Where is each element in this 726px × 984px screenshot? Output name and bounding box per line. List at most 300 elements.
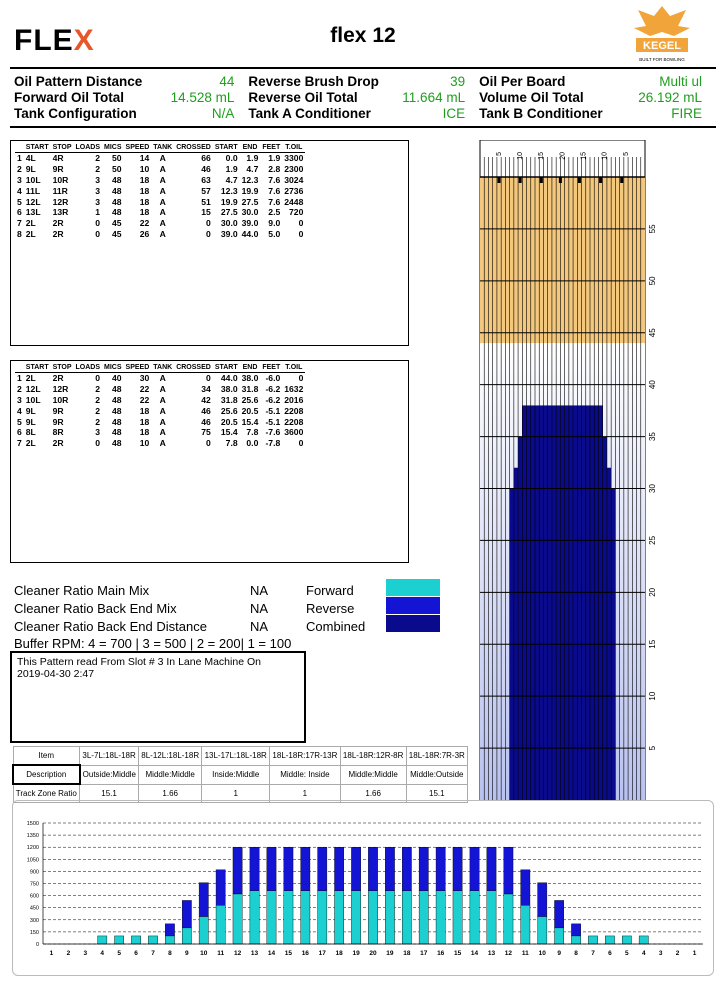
step-column-header: SPEED: [125, 144, 150, 151]
bar-forward: [555, 928, 564, 944]
step-cell: 44.0: [220, 373, 238, 384]
step-cell: A: [159, 196, 166, 207]
step-cell: A: [159, 416, 166, 427]
oil-board-bar: [560, 405, 564, 800]
step-cell: A: [159, 207, 166, 218]
step-cell: 18: [139, 185, 150, 196]
cleaner-main-label: Cleaner Ratio Main Mix: [14, 583, 150, 598]
x-tick-label: 18: [403, 950, 411, 957]
step-cell: 10L: [25, 174, 41, 185]
summary-table: [14, 73, 716, 121]
oil-board-bar: [518, 437, 522, 800]
x-tick-label: 9: [185, 950, 189, 957]
step-cell: 12R: [52, 384, 69, 395]
step-cell: 4.7: [225, 174, 238, 185]
step-cell: 2448: [284, 196, 304, 207]
step-cell: 40: [111, 373, 122, 384]
bar-forward: [385, 891, 394, 944]
bar-reverse: [199, 883, 208, 917]
lane-oil-graph: [476, 140, 676, 802]
step-row: [15, 164, 305, 175]
flex-logo: FLEX: [14, 24, 95, 57]
bar-forward: [639, 936, 648, 944]
x-tick-label: 1: [692, 950, 697, 957]
bar-forward: [538, 917, 547, 944]
step-column-header: END: [240, 143, 261, 153]
summary-value: 44: [219, 73, 235, 89]
x-tick-label: 12: [233, 950, 242, 957]
cleaner-distance-value: NA: [250, 619, 269, 634]
step-cell: 0: [95, 373, 101, 384]
step-cell: A: [159, 394, 166, 405]
step-cell: 7.6: [268, 196, 281, 207]
step-cell: A: [159, 218, 166, 229]
x-tick-label: 4: [100, 950, 105, 957]
oil-board-bar: [569, 405, 573, 800]
oil-board-bar: [543, 405, 547, 800]
step-cell: 2: [95, 416, 101, 427]
bar-reverse: [453, 847, 462, 891]
step-cell: 20.5: [241, 405, 259, 416]
step-cell: 9.0: [268, 218, 281, 229]
step-cell: 3024: [284, 174, 304, 185]
step-cell: 42: [201, 394, 211, 405]
oil-board-bar: [556, 405, 560, 800]
bar-reverse: [385, 847, 394, 891]
step-cell: 48: [111, 405, 122, 416]
step-cell: 8R: [52, 427, 64, 438]
step-cell: 0: [298, 228, 304, 239]
zone-cell: 18L-18R:17R-13R: [270, 747, 341, 766]
oil-board-bar: [539, 405, 543, 800]
step-cell: 66: [201, 153, 211, 164]
oil-board-bar: [607, 468, 611, 800]
lane-dry-zone: [480, 177, 645, 343]
oil-board-bar: [535, 405, 539, 800]
x-tick-label: 4: [641, 950, 646, 957]
bar-reverse: [165, 924, 174, 936]
zone-cell: 15.1: [406, 784, 467, 803]
step-cell: 20.5: [220, 416, 238, 427]
step-cell: 0: [206, 373, 211, 384]
bar-forward: [521, 905, 530, 944]
bar-forward: [301, 891, 310, 944]
legend-reverse-swatch: [386, 597, 440, 614]
step-cell: 1.9: [268, 153, 281, 164]
step-cell: A: [159, 228, 166, 239]
bar-reverse: [571, 924, 580, 936]
machine-note: [10, 651, 306, 743]
bar-forward: [487, 891, 496, 944]
x-tick-label: 10: [200, 950, 208, 957]
summary-label: Volume Oil Total: [479, 89, 584, 105]
step-column-header: LOADS: [75, 144, 101, 151]
step-row: [15, 438, 305, 449]
oil-shape: [510, 405, 616, 800]
reverse-steps-table: [15, 363, 305, 449]
summary-label: Tank A Conditioner: [248, 105, 371, 121]
zone-cell: 13L-17L:18L-18R: [202, 747, 270, 766]
step-cell: 46: [201, 164, 211, 175]
track-zone-table: [12, 746, 468, 803]
bar-reverse: [521, 870, 530, 905]
summary-label: Reverse Brush Drop: [248, 73, 379, 89]
step-cell: 0.0: [225, 153, 238, 164]
step-cell: A: [159, 427, 166, 438]
oil-board-bar: [577, 405, 581, 800]
bar-forward: [115, 936, 124, 944]
bar-reverse: [470, 847, 479, 891]
step-cell: 5: [17, 416, 22, 427]
bar-forward: [250, 891, 259, 944]
oil-board-bar: [598, 405, 602, 800]
step-cell: -6.0: [265, 373, 281, 384]
x-tick-label: 19: [352, 950, 360, 957]
x-tick-label: 20: [369, 950, 377, 957]
bar-reverse: [538, 883, 547, 917]
step-cell: 46: [201, 405, 211, 416]
summary-row: [14, 105, 716, 121]
step-cell: -5.1: [265, 416, 281, 427]
summary-value: 14.528 mL: [170, 89, 235, 105]
x-tick-label: 15: [284, 950, 293, 957]
zone-row: [13, 747, 468, 766]
step-cell: 25.6: [241, 394, 259, 405]
distance-label: 20: [648, 587, 657, 597]
step-cell: 6: [17, 427, 22, 438]
step-cell: 0: [95, 228, 101, 239]
step-cell: 48: [111, 384, 122, 395]
step-cell: 3: [95, 185, 101, 196]
zone-cell: Outside:Middle: [80, 765, 139, 784]
cleaner-main-value: NA: [250, 583, 269, 598]
step-cell: 10: [139, 164, 150, 175]
pattern-title: flex 12: [330, 24, 396, 47]
step-cell: 10R: [52, 394, 69, 405]
summary-label: Reverse Oil Total: [248, 89, 358, 105]
header-rule: [10, 67, 716, 69]
zone-cell: 15.1: [80, 784, 139, 803]
bar-forward: [453, 891, 462, 944]
step-row: [15, 416, 305, 427]
step-cell: 31.8: [220, 394, 238, 405]
step-column-header: T.OIL: [282, 363, 305, 373]
step-cell: 2: [95, 394, 101, 405]
bar-reverse: [436, 847, 445, 891]
step-cell: 38.0: [241, 373, 259, 384]
summary-label: Oil Pattern Distance: [14, 73, 143, 89]
bar-chart-svg: [13, 801, 713, 975]
step-cell: 10R: [52, 174, 69, 185]
step-cell: 7.6: [268, 185, 281, 196]
bar-reverse: [284, 847, 293, 891]
x-tick-label: 11: [521, 950, 529, 957]
step-row: [15, 207, 305, 218]
step-cell: 2016: [284, 394, 304, 405]
step-cell: 48: [111, 438, 122, 449]
oil-board-bar: [522, 405, 526, 800]
step-cell: 15.4: [241, 416, 259, 427]
step-column-header: FEET: [262, 364, 281, 371]
x-tick-label: 19: [386, 950, 394, 957]
step-cell: 48: [111, 394, 122, 405]
step-cell: 12L: [25, 196, 41, 207]
step-column-header: CROSSED: [176, 364, 211, 371]
distance-label: 30: [648, 484, 657, 493]
x-tick-label: 2: [675, 950, 680, 957]
step-cell: 22: [139, 384, 150, 395]
distance-label: 55: [648, 224, 657, 234]
step-cell: 7.6: [268, 174, 281, 185]
x-tick-label: 16: [301, 950, 309, 957]
zone-cell: Track Zone Ratio: [13, 784, 80, 803]
step-cell: 7.8: [225, 438, 238, 449]
step-column-header: MICS: [104, 144, 122, 151]
step-cell: 10: [139, 438, 150, 449]
step-cell: 2R: [52, 438, 64, 449]
summary-value: 39: [450, 73, 466, 89]
step-cell: 12R: [52, 196, 69, 207]
zone-cell: Middle:Outside: [406, 765, 467, 784]
step-column-header: TANK: [153, 144, 173, 151]
zone-cell: 1: [202, 784, 270, 803]
x-tick-label: 17: [318, 950, 326, 957]
step-cell: 7: [17, 438, 22, 449]
bar-reverse: [504, 847, 513, 894]
step-column-header: CROSSED: [176, 144, 211, 151]
x-tick-label: 18: [335, 950, 343, 957]
summary-row: [14, 73, 716, 89]
step-cell: -6.2: [265, 394, 281, 405]
oil-distribution-chart: [12, 800, 714, 976]
step-cell: 18: [139, 174, 150, 185]
bar-reverse: [216, 870, 225, 905]
step-cell: 44.0: [241, 228, 259, 239]
x-tick-label: 13: [487, 950, 496, 957]
zone-cell: 18L-18R:12R-8R: [340, 747, 406, 766]
x-tick-label: 8: [574, 950, 578, 957]
step-cell: 3300: [284, 153, 304, 164]
x-tick-label: 14: [267, 950, 276, 957]
step-cell: 9R: [52, 164, 64, 175]
step-cell: 4: [17, 405, 22, 416]
bar-forward: [351, 891, 360, 944]
zone-cell: 18L-18R:7R-3R: [406, 747, 467, 766]
bar-forward: [335, 891, 344, 944]
x-tick-label: 10: [538, 950, 546, 957]
bar-reverse: [335, 847, 344, 891]
summary-label: Forward Oil Total: [14, 89, 125, 105]
step-row: [15, 153, 305, 164]
step-cell: A: [159, 438, 166, 449]
step-cell: 50: [111, 153, 122, 164]
step-cell: 1.9: [225, 164, 238, 175]
step-cell: 9R: [52, 416, 64, 427]
step-cell: -6.2: [265, 384, 281, 395]
x-tick-label: 3: [658, 950, 663, 957]
step-cell: 4R: [52, 153, 64, 164]
y-tick-label: 1500: [26, 821, 39, 827]
bar-reverse: [250, 847, 259, 891]
step-cell: 27.5: [241, 196, 259, 207]
step-cell: 0: [298, 438, 304, 449]
step-cell: 2208: [284, 416, 304, 427]
x-tick-label: 5: [117, 950, 121, 957]
step-cell: 1: [17, 153, 22, 164]
distance-label: 25: [648, 535, 657, 545]
bar-forward: [402, 891, 411, 944]
step-column-header: START: [214, 144, 238, 151]
bar-reverse: [555, 900, 564, 927]
step-cell: 38.0: [220, 384, 238, 395]
oil-board-bar: [527, 405, 531, 800]
step-cell: 75: [201, 427, 211, 438]
legend-combined-label: Combined: [306, 619, 366, 634]
step-cell: 48: [111, 427, 122, 438]
x-tick-label: 8: [168, 950, 172, 957]
step-cell: 11L: [25, 185, 41, 196]
bar-forward: [419, 891, 428, 944]
step-cell: 18: [139, 196, 150, 207]
step-cell: 15: [201, 207, 211, 218]
x-tick-label: 13: [250, 950, 259, 957]
kegel-logo: [632, 2, 692, 66]
step-cell: 25.6: [220, 405, 238, 416]
step-cell: 13L: [25, 207, 41, 218]
step-cell: 2L: [25, 438, 36, 449]
step-cell: 2.5: [268, 207, 281, 218]
step-cell: A: [159, 153, 166, 164]
bar-forward: [318, 891, 327, 944]
bar-forward: [98, 936, 107, 944]
step-cell: 18: [139, 207, 150, 218]
step-column-header: T.OIL: [282, 143, 305, 153]
step-cell: 2: [95, 384, 101, 395]
step-cell: 34: [201, 384, 211, 395]
step-column-header: [15, 363, 24, 373]
step-cell: 0: [298, 218, 304, 229]
step-cell: 22: [139, 394, 150, 405]
x-tick-label: 16: [437, 950, 445, 957]
step-cell: 19.9: [241, 185, 259, 196]
step-column-header: END: [240, 363, 261, 373]
summary-value: 11.664 mL: [402, 89, 466, 105]
x-tick-label: 7: [591, 950, 595, 957]
summary-value: ICE: [442, 105, 466, 121]
step-cell: 9L: [25, 405, 36, 416]
oil-board-bar: [531, 405, 535, 800]
step-cell: 2208: [284, 405, 304, 416]
step-cell: 39.0: [220, 228, 238, 239]
step-cell: 0.0: [246, 438, 259, 449]
summary-label: Tank Configuration: [14, 105, 137, 121]
step-cell: 2: [17, 384, 22, 395]
bar-forward: [605, 936, 614, 944]
summary-value: N/A: [211, 105, 235, 121]
step-cell: 46: [201, 416, 211, 427]
zone-cell: 1: [270, 784, 341, 803]
y-tick-label: 0: [35, 942, 39, 948]
y-tick-label: 1200: [26, 845, 39, 852]
oil-board-bar: [548, 405, 552, 800]
y-tick-label: 150: [29, 929, 39, 936]
step-cell: 5: [17, 196, 22, 207]
step-cell: A: [159, 405, 166, 416]
step-cell: 0: [206, 228, 211, 239]
zone-cell: Middle: Inside: [270, 765, 341, 784]
step-cell: 3: [95, 196, 101, 207]
bar-forward: [571, 936, 580, 944]
bar-forward: [182, 928, 191, 944]
step-cell: 4: [17, 185, 22, 196]
summary-value: Multi ul: [659, 73, 702, 89]
legend-combined-swatch: [386, 615, 440, 632]
step-column-header: START: [25, 364, 49, 371]
summary-label: Tank B Conditioner: [479, 105, 603, 121]
step-cell: 2: [95, 153, 101, 164]
bar-forward: [131, 936, 140, 944]
step-cell: 50: [111, 164, 122, 175]
step-cell: 0: [95, 438, 101, 449]
step-cell: -7.8: [265, 438, 281, 449]
svg-text:BUILT FOR BOWLING: BUILT FOR BOWLING: [639, 57, 685, 62]
note-line-2: 2019-04-30 2:47: [17, 668, 95, 680]
oil-board-bar: [573, 405, 577, 800]
step-cell: 9L: [25, 164, 36, 175]
oil-board-bar: [586, 405, 590, 800]
step-column-header: STOP: [52, 144, 72, 151]
x-tick-label: 12: [504, 950, 513, 957]
board-label: 20: [559, 152, 567, 160]
step-cell: 2R: [52, 218, 64, 229]
step-cell: 2736: [284, 185, 304, 196]
step-cell: 48: [111, 207, 122, 218]
step-cell: 48: [111, 416, 122, 427]
x-tick-label: 1: [49, 950, 54, 957]
step-cell: 0: [95, 218, 101, 229]
bar-forward: [436, 891, 445, 944]
board-label: 15: [538, 152, 546, 160]
step-cell: 3: [95, 174, 101, 185]
board-label: 15: [580, 152, 588, 160]
step-column-header: START: [214, 364, 238, 371]
step-cell: 27.5: [220, 207, 238, 218]
step-cell: 1: [95, 207, 101, 218]
x-tick-label: 14: [470, 950, 479, 957]
step-row: [15, 175, 305, 186]
step-cell: 12L: [25, 384, 41, 395]
step-cell: A: [159, 174, 166, 185]
summary-value: 26.192 mL: [638, 89, 702, 105]
step-cell: 1.9: [246, 153, 259, 164]
zone-cell: Middle:Middle: [340, 765, 406, 784]
bar-forward: [588, 936, 597, 944]
step-cell: 30.0: [241, 207, 259, 218]
y-tick-label: 300: [29, 917, 39, 924]
step-cell: 30: [139, 373, 150, 384]
step-row: [15, 384, 305, 395]
step-cell: 30.0: [220, 218, 238, 229]
step-cell: 12.3: [220, 185, 238, 196]
legend-forward-swatch: [386, 579, 440, 596]
x-tick-label: 3: [83, 950, 88, 957]
step-cell: 0: [298, 373, 304, 384]
step-cell: 2300: [284, 164, 304, 175]
step-cell: 63: [201, 174, 211, 185]
zone-cell: 1.66: [340, 784, 406, 803]
y-tick-label: 450: [29, 905, 39, 912]
step-cell: 720: [289, 207, 304, 218]
